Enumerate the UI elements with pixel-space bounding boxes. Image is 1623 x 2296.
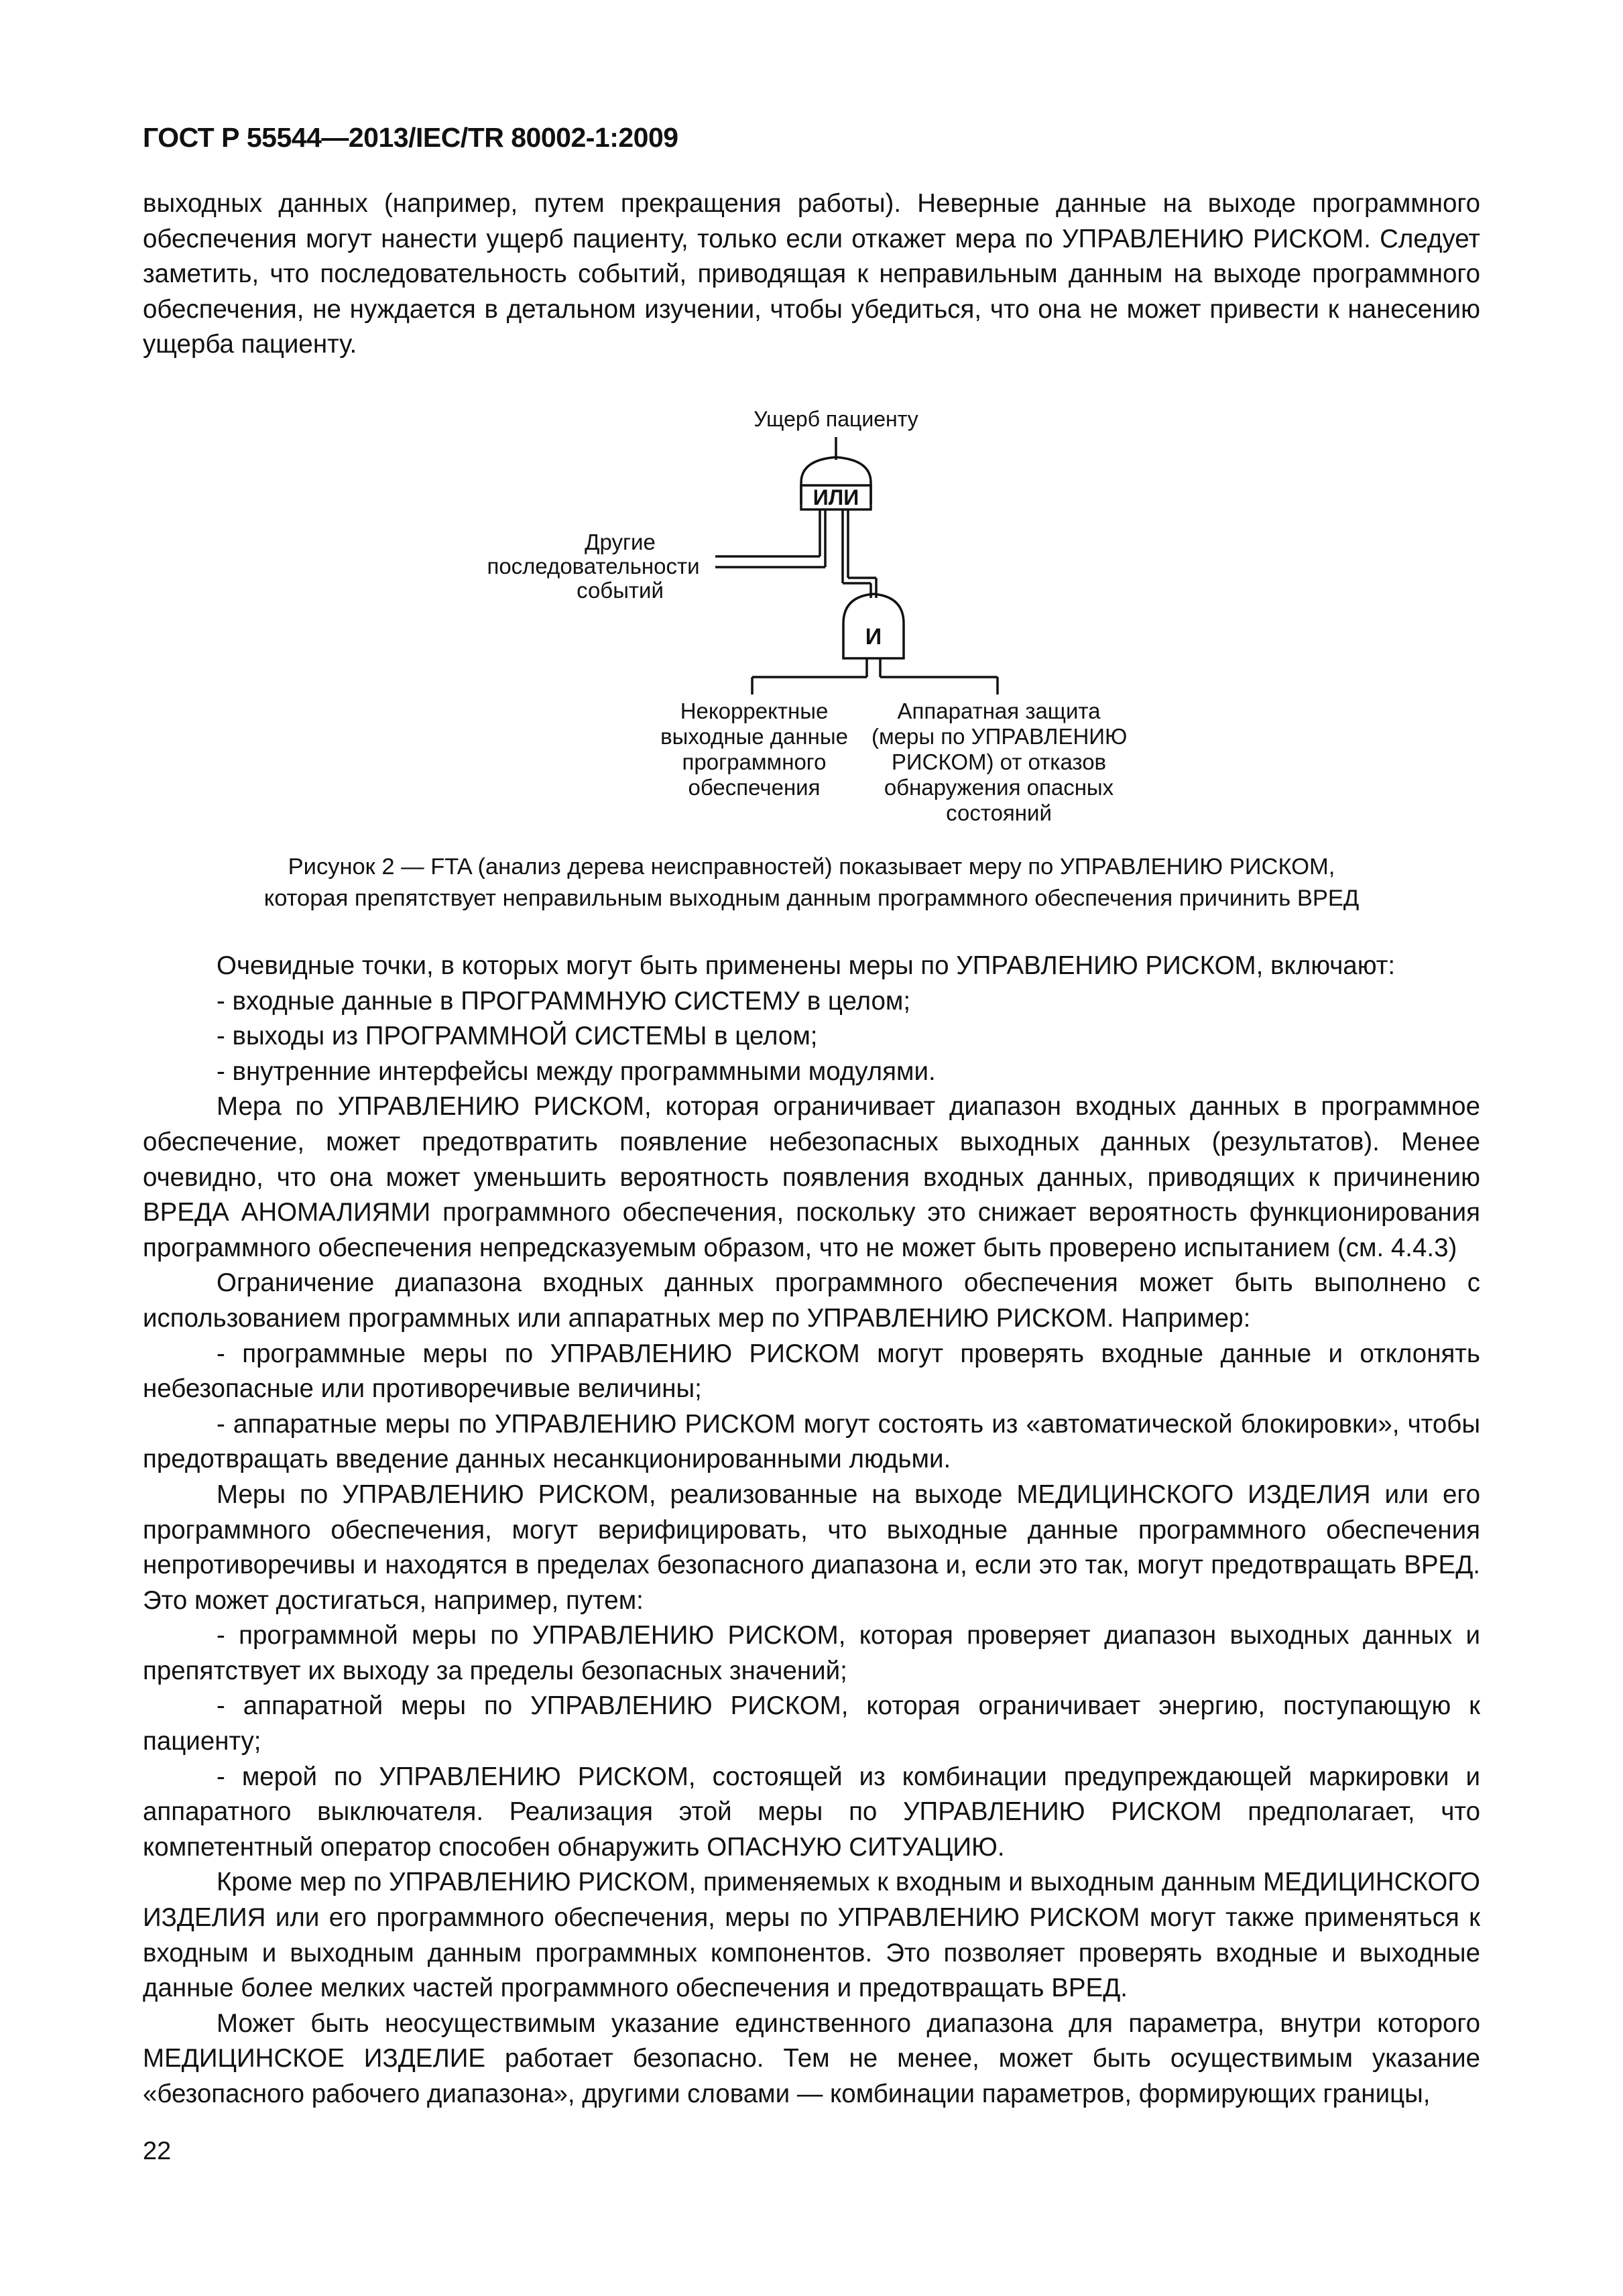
list-item: - входные данные в ПРОГРАММНУЮ СИСТЕМУ в целом;	[217, 986, 911, 1016]
list-item: - внутренние интерфейсы между программными модулями.	[217, 1056, 936, 1086]
body-paragraph: Ограничение диапазона входных данных программного обеспечения может быть выполнено с использованием программных или аппаратных мер по УПРАВЛЕНИЮ РИСКОМ. Например:	[143, 1268, 1480, 1333]
list-item: - мерой по УПРАВЛЕНИЮ РИСКОМ, состоящей из комбинации предупреждающей маркировки и аппаратного выключателя. Реализация этой меры по УПРАВЛЕНИЮ РИСКОМ предполагает, что компетентный оператор способен обнаружить ОПАСНУЮ СИТУАЦИЮ.	[143, 1762, 1480, 1862]
list-item: - аппаратные меры по УПРАВЛЕНИЮ РИСКОМ могут состоять из «автоматической блокировки», чтобы предотвращать введение данных несанкционированными людьми.	[143, 1409, 1480, 1474]
and-gate-label: И	[865, 624, 882, 650]
top-event-label: Ущерб пациенту	[754, 407, 918, 431]
body-paragraph: Может быть неосуществимым указание единственного диапазона для параметра, внутри которого МЕДИЦИНСКОЕ ИЗДЕЛИЕ работает безопасно. Тем не менее, может быть осуществимым указание «безопасного рабочего диапазона», другими словами — комбинации параметров, формирующих границы,	[143, 2008, 1480, 2108]
figure-caption	[143, 851, 1480, 914]
body-paragraph: Мера по УПРАВЛЕНИЮ РИСКОМ, которая ограничивает диапазон входных данных в программное обеспечение, может предотвратить появление небезопасных выходных данных (результатов). Менее очевидно, что она может уменьшить вероятность появления входных данных, приводящих к причинению ВРЕДА АНОМАЛИЯМИ программного обеспечения, поскольку это снижает вероятность функционирования программного обеспечения непредсказуемым образом, что не может быть проверено испытанием (см. 4.4.3)	[143, 1092, 1480, 1262]
figure-caption-line2: которая препятствует неправильным выходным данным программного обеспечения причинить ВРЕД	[263, 886, 1360, 911]
list-item: - программной меры по УПРАВЛЕНИЮ РИСКОМ, которая проверяет диапазон выходных данных и препятствует их выходу за пределы безопасных значений;	[143, 1621, 1480, 1685]
standard-header: ГОСТ Р 55544—2013/IEC/TR 80002-1:2009	[143, 122, 678, 153]
body-paragraph: Очевидные точки, в которых могут быть применены меры по УПРАВЛЕНИЮ РИСКОМ, включают:	[217, 951, 1396, 980]
or-gate-label: ИЛИ	[813, 485, 859, 509]
body-paragraph: Кроме мер по УПРАВЛЕНИЮ РИСКОМ, применяемых к входным и выходным данным МЕДИЦИНСКОГО ИЗДЕЛИЯ или его программного обеспечения, меры по УПРАВЛЕНИЮ РИСКОМ могут также применяться к входным и выходным данным программных компонентов. Это позволяет проверять входные и выходные данные более мелких частей программного обеспечения и предотвращать ВРЕД.	[143, 1868, 1480, 2003]
list-item: - аппаратной меры по УПРАВЛЕНИЮ РИСКОМ, которая ограничивает энергию, поступающую к пациенту;	[143, 1691, 1480, 1756]
body-paragraph: Меры по УПРАВЛЕНИЮ РИСКОМ, реализованные на выходе МЕДИЦИНСКОГО ИЗДЕЛИЯ или его программного обеспечения, могут верифицировать, что выходные данные программного обеспечения непротиворечивы и находятся в пределах безопасного диапазона и, если это так, могут предотвращать ВРЕД. Это может достигаться, например, путем:	[143, 1479, 1480, 1615]
intro-text	[143, 186, 1480, 363]
list-item: - программные меры по УПРАВЛЕНИЮ РИСКОМ могут проверять входные данные и отклонять небезопасные или противоречивые величины;	[143, 1339, 1480, 1404]
page-number: 22	[143, 2137, 172, 2165]
body-text	[143, 949, 1480, 2112]
fault-tree-figure: Ущерб пациенту ИЛИ И Другие последовательности событий Некорректные выходные данные программного обеспечения Аппаратная защита (меры по УПРАВЛЕНИЮ РИСКОМ) от отказов обнаружения опасных состояний	[0, 396, 1623, 838]
intro-paragraph: выходных данных (например, путем прекращения работы). Неверные данные на выходе программного обеспечения могут нанести ущерб пациенту, только если откажет мера по УПРАВЛЕНИЮ РИСКОМ. Следует заметить, что последовательность событий, приводящая к неправильным данным на выходе программного обеспечения, не нуждается в детальном изучении, чтобы убедиться, что она не может привести к нанесению ущерба пациенту.	[143, 189, 1480, 359]
list-item: - выходы из ПРОГРАММНОЙ СИСТЕМЫ в целом;	[217, 1022, 818, 1051]
figure-caption-line1: Рисунок 2 — FTA (анализ дерева неисправностей) показывает меру по УПРАВЛЕНИЮ РИСКОМ,	[288, 854, 1335, 880]
